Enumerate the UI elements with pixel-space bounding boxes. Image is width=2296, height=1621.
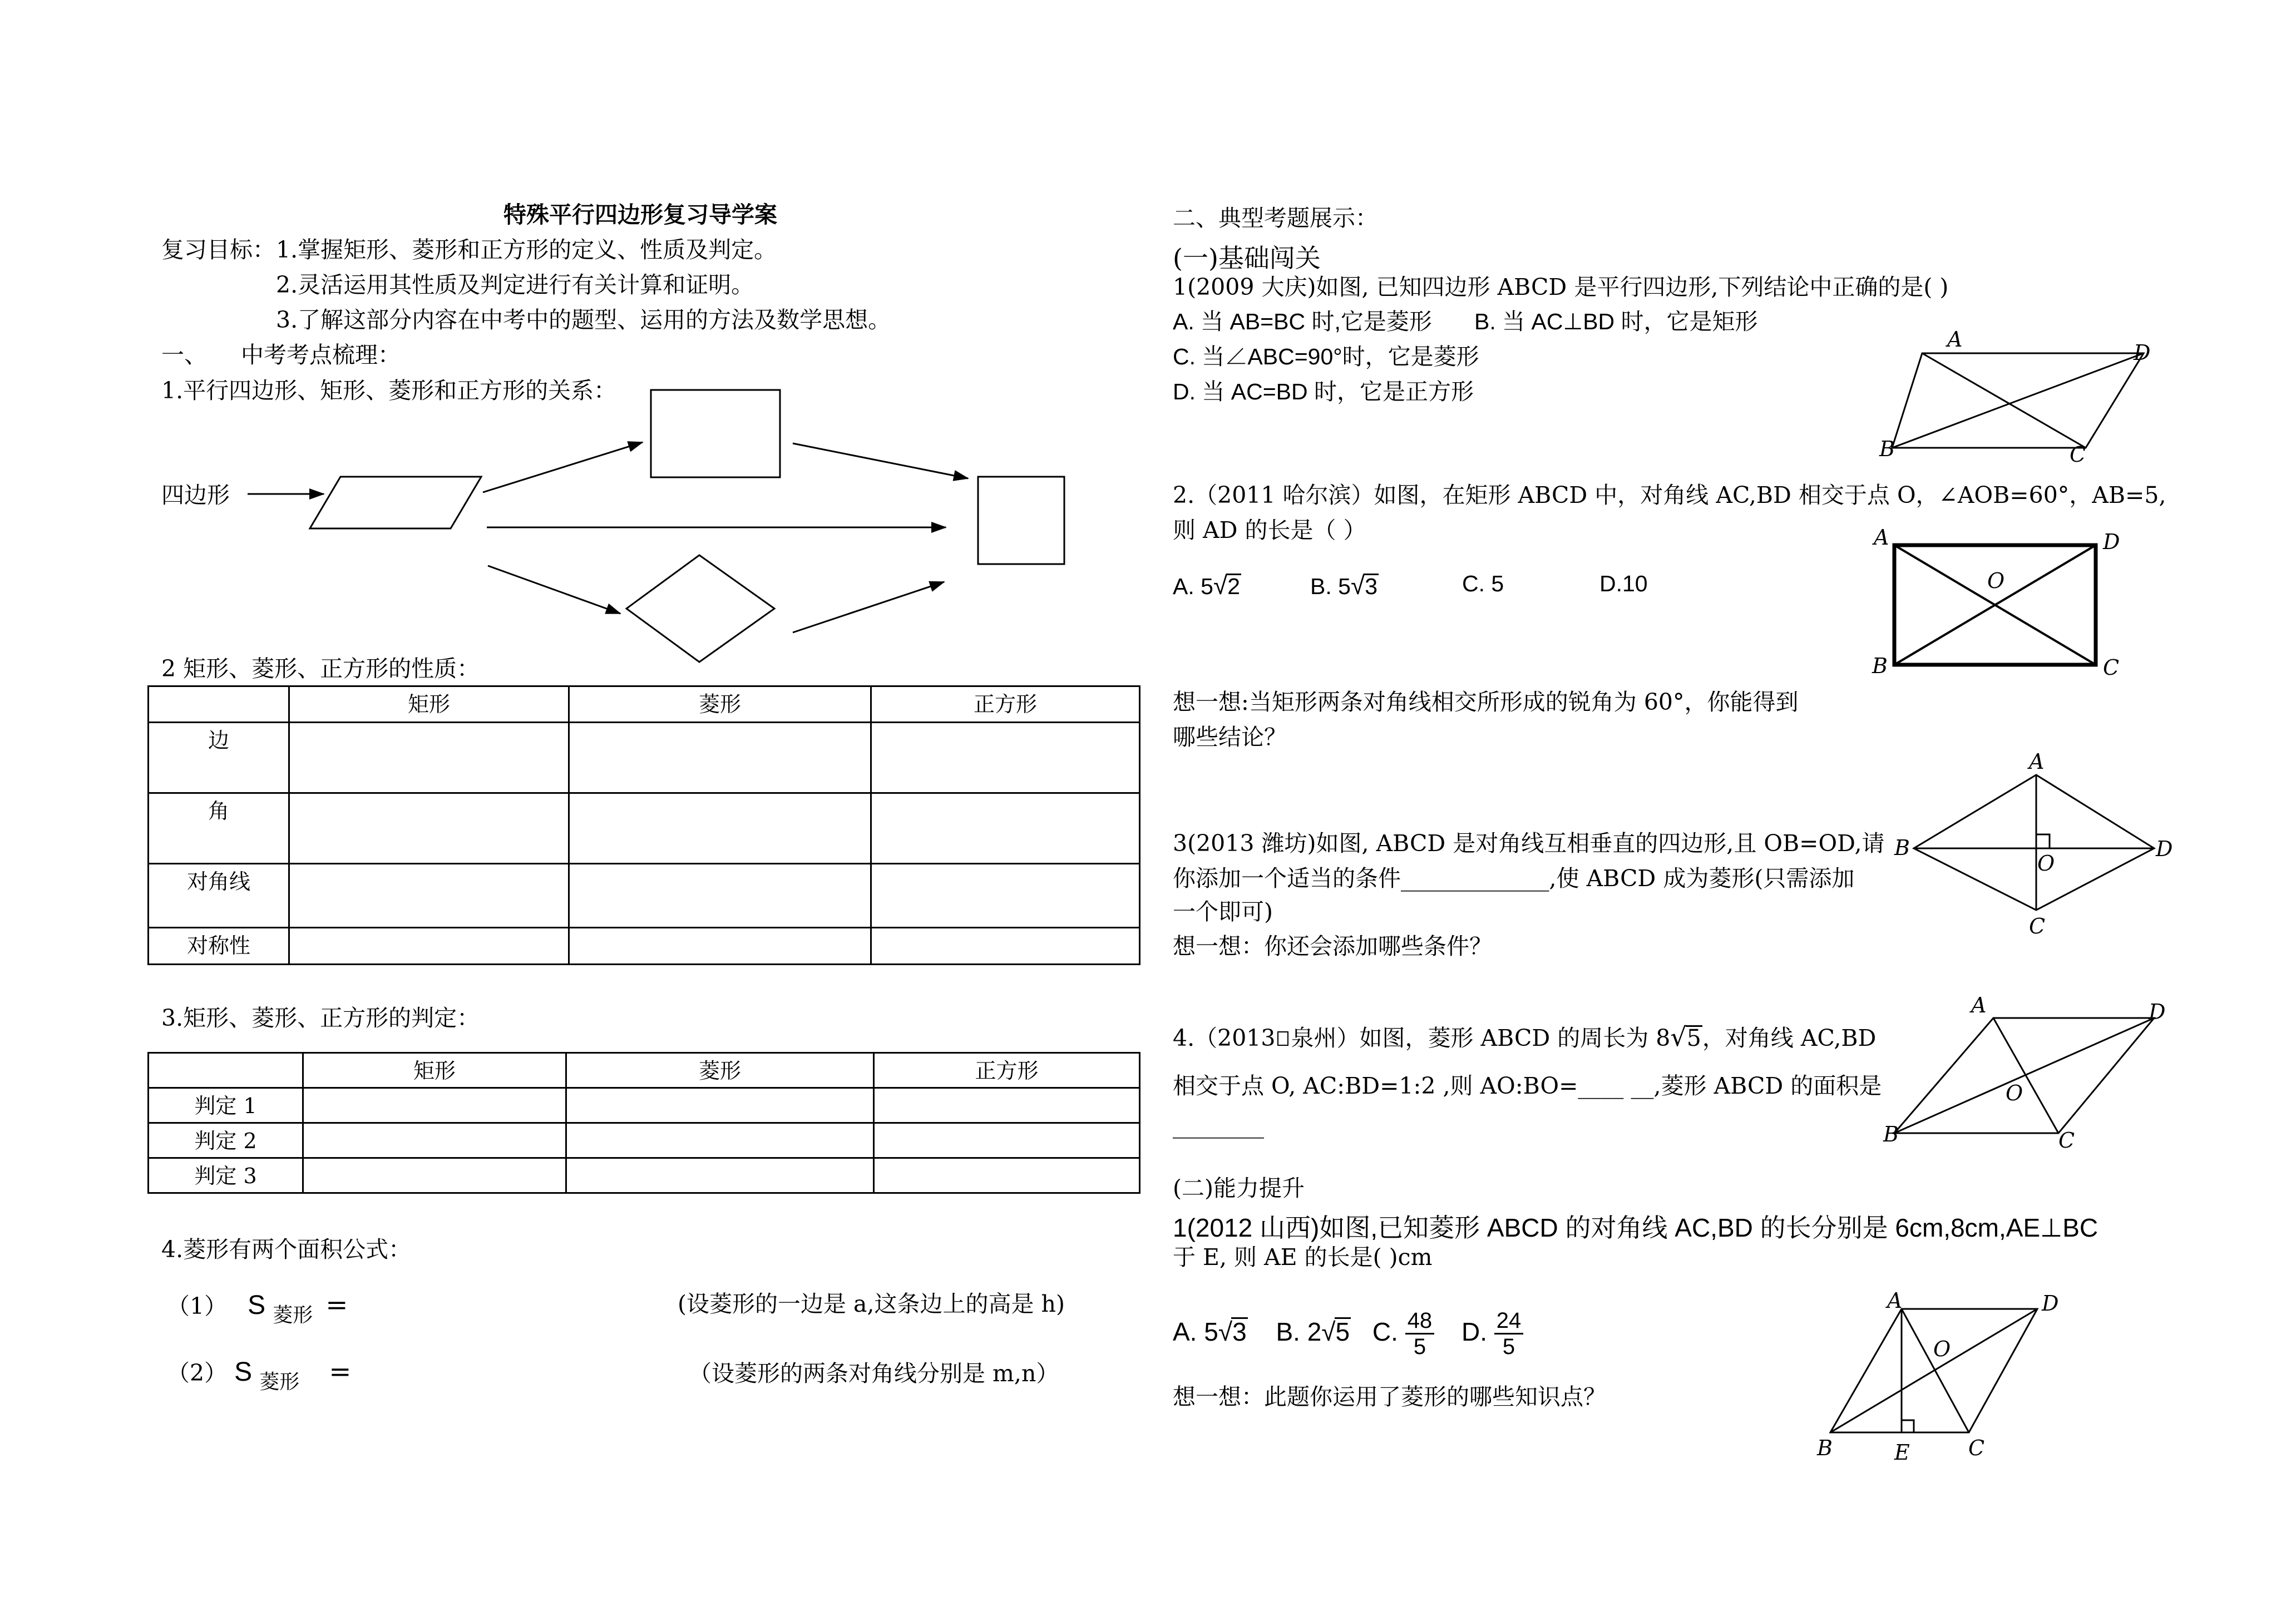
q2-think-1: 想一想:当矩形两条对角线相交所形成的锐角为 60°，你能得到 bbox=[1173, 689, 1799, 715]
table-header-cell: 菱形 bbox=[566, 1053, 874, 1088]
table-header-cell: 正方形 bbox=[874, 1053, 1140, 1088]
q5-label-a: A bbox=[1887, 1288, 1903, 1313]
table-header-cell: 矩形 bbox=[303, 1053, 566, 1088]
formula-1-note: (设菱形的一边是 a,这条边上的高是 h) bbox=[678, 1291, 1065, 1317]
row-label-criterion-2: 判定 2 bbox=[149, 1123, 303, 1158]
q2-label-b: B bbox=[1872, 654, 1888, 678]
q5-label-c: C bbox=[1968, 1436, 1985, 1460]
q1-option-a: A. 当 AB=BC 时,它是菱形 bbox=[1173, 309, 1432, 334]
q5-option-a-prefix: A. 5 bbox=[1173, 1317, 1218, 1346]
q5-label-d: D bbox=[2042, 1291, 2059, 1316]
properties-title: 2 矩形、菱形、正方形的性质： bbox=[161, 655, 480, 682]
goal-1: 1.掌握矩形、菱形和正方形的定义、性质及判定。 bbox=[276, 236, 777, 263]
q1-label-c: C bbox=[2070, 442, 2086, 467]
q2-option-d: D.10 bbox=[1599, 571, 1648, 596]
row-label-side: 边 bbox=[149, 723, 289, 793]
table-header-cell: 正方形 bbox=[871, 686, 1140, 723]
formula-1-s: S bbox=[248, 1291, 266, 1320]
q1-label-a: A bbox=[1947, 327, 1963, 352]
formula-2-eq: = bbox=[329, 1356, 352, 1387]
q2-option-a-radicand: 2 bbox=[1227, 574, 1240, 599]
relation-title: 1.平行四边形、矩形、菱形和正方形的关系： bbox=[161, 377, 617, 404]
q5-option-b-radicand: 5 bbox=[1335, 1317, 1350, 1346]
row-label-symmetry: 对称性 bbox=[149, 928, 289, 965]
goal-3: 3.了解这部分内容在中考中的题型、运用的方法及数学思想。 bbox=[276, 307, 891, 333]
section1-number: 一、 bbox=[161, 342, 207, 368]
q5-option-c-denominator: 5 bbox=[1413, 1335, 1426, 1359]
q4-line-1-suffix: ，对角线 AC,BD bbox=[1702, 1025, 1877, 1051]
q3-line-1: 3(2013 潍坊)如图, ABCD 是对角线互相垂直的四边形,且 OB=OD,请 bbox=[1173, 830, 1885, 857]
q2-label-c: C bbox=[2103, 655, 2120, 680]
q3-line-3: 一个即可) bbox=[1173, 898, 1273, 925]
q5-option-c-numerator: 48 bbox=[1405, 1308, 1435, 1335]
section1-title: 中考考点梳理： bbox=[241, 342, 401, 368]
q4-label-a: A bbox=[1971, 993, 1987, 1017]
basic-subtitle: (一)基础闯关 bbox=[1173, 243, 1321, 273]
q2-option-c: C. 5 bbox=[1462, 571, 1504, 596]
q4-line-1-radicand: 5 bbox=[1686, 1025, 1701, 1051]
q5-option-b-prefix: B. 2 bbox=[1276, 1317, 1322, 1346]
q5-think: 想一想：此题你运用了菱形的哪些知识点？ bbox=[1173, 1383, 1606, 1410]
q5-option-a-radicand: 3 bbox=[1232, 1317, 1247, 1346]
q1-label-b: B bbox=[1879, 437, 1895, 461]
table-header-cell: 矩形 bbox=[289, 686, 569, 723]
criteria-title: 3.矩形、菱形、正方形的判定： bbox=[161, 1005, 480, 1031]
row-label-diagonal: 对角线 bbox=[149, 864, 289, 928]
q4-line-2: 相交于点 O, AC:BD=1:2 ,则 AO:BO=____ __,菱形 ABCD 的面积是 bbox=[1173, 1073, 1882, 1099]
formula-2-number: （2） bbox=[167, 1360, 228, 1386]
q5-line-1: 1(2012 山西)如图,已知菱形 ABCD 的对角线 AC,BD 的长分别是 6cm,8cm,AE⊥BC bbox=[1173, 1213, 2099, 1242]
q5-label-b: B bbox=[1817, 1436, 1833, 1460]
q5-line-2: 于 E, 则 AE 的长是( )cm bbox=[1173, 1244, 1433, 1271]
q2-label-o: O bbox=[1987, 569, 2005, 593]
q5-option-d-prefix: D. bbox=[1461, 1317, 1487, 1346]
q3-label-o: O bbox=[2037, 851, 2055, 876]
q3-think: 想一想：你还会添加哪些条件？ bbox=[1173, 933, 1492, 960]
q3-label-a: A bbox=[2029, 749, 2045, 774]
q4-line-1-prefix: 4.（2013 bbox=[1173, 1025, 1276, 1051]
q5-option-b: B. 2√5 bbox=[1276, 1317, 1350, 1346]
ability-subtitle: (二)能力提升 bbox=[1173, 1175, 1305, 1202]
q3-label-c: C bbox=[2029, 914, 2046, 938]
row-label-criterion-3: 判定 3 bbox=[149, 1158, 303, 1193]
formula-2-sub: 菱形 bbox=[259, 1371, 300, 1393]
formula-1-number: （1） bbox=[167, 1293, 228, 1319]
q2-think-2: 哪些结论？ bbox=[1173, 724, 1287, 750]
q2-line-2: 则 AD 的长是（ ） bbox=[1173, 517, 1366, 543]
q1-option-b: B. 当 AC⊥BD 时，它是矩形 bbox=[1474, 309, 1758, 334]
goals-label: 复习目标： bbox=[161, 236, 275, 263]
row-label-angle: 角 bbox=[149, 793, 289, 864]
q1-option-c: C. 当∠ABC=90°时，它是菱形 bbox=[1173, 344, 1479, 369]
row-label-criterion-1: 判定 1 bbox=[149, 1088, 303, 1123]
q2-label-d: D bbox=[2103, 530, 2120, 554]
table-header-cell: 菱形 bbox=[569, 686, 871, 723]
formula-1-sub: 菱形 bbox=[273, 1304, 313, 1327]
area-formulas-title: 4.菱形有两个面积公式： bbox=[161, 1236, 412, 1263]
q2-label-a: A bbox=[1874, 525, 1889, 550]
q3-label-d: D bbox=[2156, 837, 2173, 861]
q3-line-2: 你添加一个适当的条件_____________,使 ABCD 成为菱形(只需添加 bbox=[1173, 865, 1855, 892]
q4-label-o: O bbox=[2006, 1081, 2023, 1105]
quadrilateral-label: 四边形 bbox=[161, 482, 230, 508]
goal-2: 2.灵活运用其性质及判定进行有关计算和证明。 bbox=[276, 271, 754, 298]
q1-stem: 1(2009 大庆)如图, 已知四边形 ABCD 是平行四边形,下列结论中正确的是( ) bbox=[1173, 274, 1949, 300]
q5-option-d-numerator: 24 bbox=[1494, 1308, 1524, 1335]
q2-option-a-prefix: A. 5 bbox=[1173, 574, 1213, 599]
q4-line-1: 4.（2013 泉州）如图，菱形 ABCD 的周长为 8√5，对角线 AC,BD bbox=[1173, 1022, 1877, 1052]
q5-option-a: A. 5√3 bbox=[1173, 1317, 1247, 1346]
q4-label-c: C bbox=[2058, 1128, 2075, 1153]
q4-line-1-middle: 泉州）如图，菱形 ABCD 的周长为 8 bbox=[1291, 1025, 1671, 1051]
q5-label-e: E bbox=[1894, 1440, 1910, 1465]
formula-1-eq: = bbox=[325, 1289, 348, 1321]
q4-label-d: D bbox=[2149, 1000, 2166, 1024]
q2-line-1: 2.（2011 哈尔滨）如图，在矩形 ABCD 中，对角线 AC,BD 相交于点 O，∠AOB=60°，AB=5, bbox=[1173, 482, 2166, 508]
q5-option-d-denominator: 5 bbox=[1502, 1335, 1515, 1359]
q1-option-d: D. 当 AC=BD 时，它是正方形 bbox=[1173, 379, 1474, 404]
q2-option-b-radicand: 3 bbox=[1365, 574, 1377, 599]
q5-label-o: O bbox=[1933, 1337, 1951, 1361]
q4-line-3: ________ bbox=[1173, 1112, 1264, 1139]
q5-option-c-prefix: C. bbox=[1372, 1317, 1398, 1346]
q1-label-d: D bbox=[2134, 340, 2151, 365]
formula-2-s: S bbox=[234, 1357, 253, 1387]
q4-label-b: B bbox=[1883, 1122, 1899, 1146]
page-title: 特殊平行四边形复习导学案 bbox=[503, 201, 777, 228]
q3-label-b: B bbox=[1894, 836, 1910, 860]
section2-title: 二、典型考题展示： bbox=[1173, 205, 1378, 231]
q2-option-a: A. 5√2 bbox=[1173, 571, 1240, 600]
q2-option-b: B. 5√3 bbox=[1310, 571, 1377, 600]
q2-option-b-prefix: B. 5 bbox=[1310, 574, 1351, 599]
formula-2-note: （设菱形的两条对角线分别是 m,n） bbox=[689, 1360, 1059, 1387]
